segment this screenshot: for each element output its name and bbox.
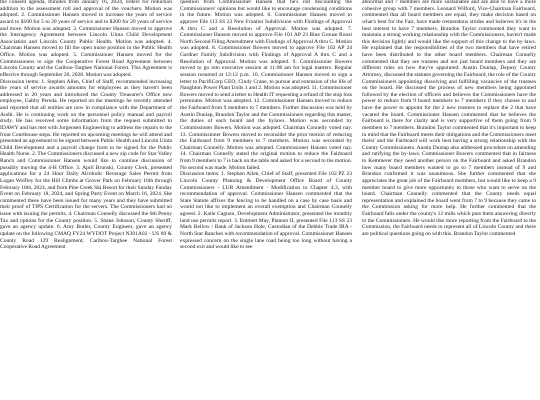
column-2 — [180, 0, 352, 400]
column-3-paragraph: abnormal and 7 members are more sustainable and are able to have a more cohesive group with 7 members. Leonard Wilford, Vice-Chairman Fairboard, commented that all board members are equal, they make decision based on what's best for the Fair, have made tremendous strides and believes it's in the best interest to have 7 members. Brandon Taylor commented they want to maintain a strong working relationship with the Commissioners, haven't made this decision lightly and would like the support of this change to the by-laws. He explained that the responsibilities of the two members that have retired have been distributed to the other board members. Chairman Connelly commented that they are trustees and not just board members and they are different rules on how they're appointed. Austin Dunlap, Deputy County Attorney, discussed the statutes governing the Fairboard, the role of the County Commissioners appointing dissolving and fulfilling vacancies of the trustees on the board. He discussed the process of new members being appointed followed by the election of officers and believes the Commissioners have the power to reduce from 9 board members to 7 members if they choose to and have the power to appoint for the 2 new trustees to replace the 2 that have vacated the board. Commissioner Hansen commented that he believes the Fairboard is there for clarity and is very supportive of them going from 9 members to 7 members. Brandon Taylor commented that it's important to keep in mind that the Fairboard meets their obligations and the Commissioners meet theirs' and the Fairboard will work best having a strong relationship with the County Commissioners. Austin Dunlap also addressed procedure on amending and ratifying the by-laws. Commissioner Bowers commented that in fairness to Kemmerer they need another person on the Fairboard and asked Brandon how many board members wanted to go to 7 members instead of 9 and Brandon confirmed it was unanimous. She further commented that she appreciates the great job of the Fairboard members, but would like to keep a 9 member board to give more opportunity to those who want to serve on the board. Chairman Connelly commented that the County needs equal representation and explained the board went from 7 to 9 because they came to the Commission asking for more help. He further commented that the Fairboard falls under the county's 12 mills which puts them answering directly to the Commissioners. He would like more reporting from the Fairboard to the Commission, the Fairboard needs to represent all of Lincoln County and there are political questions going on with this. Brandon Taylor commented — [362, 0, 536, 237]
column-1 — [0, 0, 172, 400]
column-1-paragraph: Discussion items: 1. Stephen Allen, Chief of Staff, recommended increasing the years of service awards amounts for employees as they haven't been addressed in 20 years and introduced the County Treasurer's Office new employee, Gabby Pereda. He reported on the meetings he recently attended and reported that all entities are now in compliance with the Department of Audit. He is continuing work on the personnel policy manual and payroll study. He has received some information from the request submitted to IDAWY and has met with Jorgensen Engineering to address the repairs to the front Courthouse steps. He reported on upcoming meetings he will attend and presented an agreement to be signed between Public Health and Lincoln Uinta Child Development and a payroll change form to be signed for the Public Health Nurse. 2. The Commissioners discussed a new zip code for Star Valley Ranch and Commissioner Hansen would like to continue discussion of possibly moving the 4-H Office. 3. April Brunski, County Clerk, presented applications for a 24 Hour Daily Alcoholic Beverage Sales Permit from Logan Wolfley for the Hill Climbs at Grover Park on February 16th through February 18th, 2024, and from Pine Creek Ski Resort for their Sunday Funday Event on February 18, 2024, and Spring Party Event on March 16, 2024. She commented these have been issued for many years and they have submitted their proof of TIPS Certification for the servers. The Commissioners had no issue with issuing the permits. 4. Chairman Connelly discussed the 6th Penny Tax and options for the County position. 5. Shane Johnson, County Sheriff, gave an agency update. 6. Amy Butler, County Engineer, gave an agency update on the following CMAQ FY24 WYDOT Project N301A02 - US 89 & County Road 129 Realignment; Caribou-Targhee National Forest Cooperative Road Agreement — [0, 78, 172, 251]
column-2-paragraph: question from Commissioner Hansen that he's not discounting the Commissioners' opinions but would like to encourage condensing conditions in the future. Motion was adopted. 6. Commissioner Hansen moved to approve File 113 SS 23 New Frontier Subdivision with Findings of Approval A thru C and a Resolution of Approval. Motion was adopted. 7. Commissioner Hansen moved to approve File 101 AP 23 Blue Grouse Roost North Second Filing Amendment with Findings of Approval A thru C. Motion was adopted. 8. Commissioner Bowers moved to approve File 102 AP 24 Gardner Family Subdivision with Findings of Approval A thru C and a Resolution of Approval. Motion was adopted. 9. Commissioner Bowers moved to go into executive session at 11:08 am for legal matters. Regular session resumed at 12:12 p.m. 10. Commissioner Hansen moved to sign a letter to PacifiCorp CEO, Cindy Crane, to pursue and extension of the life of Naughton Power Plant Units 1 and 2. Motion was adopted. 11. Commissioner Bowers moved to send a letter to Health IT requesting a refund of the stop loss premiums. Motion was adopted. 12. Commissioner Hansen moved to reduce the Fairboard from 9 members to 7 members. Further discussion was held by Austin Dunlap, Brandon Taylor and the Commissioners regarding this matter, the duties of each board and the bylaws. Motion was seconded by Commissioner Bowers. Motion was adopted. Chairman Connelly voted nay. 13. Commissioner Bowers moved to reconsider the prior motion of reducing the Fairboard from 9 members to 7 members. Motion was seconded by Chairman Connelly. Motion was adopted. Commissioner Hansen voted nay. 14. Chairman Connelly stated the original motion to reduce the Fairboard from 9 members to 7 is back on the table and asked for a second to the motion. No second was made. Motion failed. — [180, 0, 352, 171]
column-3 — [362, 0, 536, 400]
column-1-paragraph: the consent agenda, minutes from January 16, 2024, orders for reduction addition to the assessment roll and approval of the vouchers. Motion was adopted. 2. Commissioner Hansen moved to increase the years of service award to $100 for 5 to 20 years of service and to $200 for 20 years of service and more. Motion was adopted. 3. Commissioner Hansen moved to approve the Interagency Agreement between Lincoln Uinta Child Development Association and Lincoln County Public Health. Motion was adopted. 4. Chairman Hansen moved to fill the open nurse position in the Public Health Office. Motion was adopted. 5. Commissioner Hansen moved for the Commissioners to sign the Cooperative Forest Road Agreement between Lincoln County and the Caribou-Targhee National Forest. This Agreement is effective through September 20, 2028. Motion was adopted. — [0, 0, 172, 78]
column-2-paragraph: Discussion items: 1. Stephen Allen, Chief of Staff, presented File 102 PZ 23 Lincoln County Planning & Development Office Board of County Commissioners - LUR Amendment - Modification to Chapter 4.3, with recommendation of approval. Commissioner Hansen commented that the State Statute affixes the fencing to be handled on a case by case basis and would not like to implement an overall exemption and Chairman Connelly agreed. 2. Katie Cagnon, Development Administrator, presented the monthly land use permits report. 3. Emmett May, Planner II, presented File 113 SS 23 Mark Bellow / Bank of Jackson Hole, Custodian of the Debbie Trade IRA - North Star Ranches with recommendation of approval. Commissioner Hansen expressed concern on the single lane road being too long without having a second exit and would like to see — [180, 171, 352, 251]
